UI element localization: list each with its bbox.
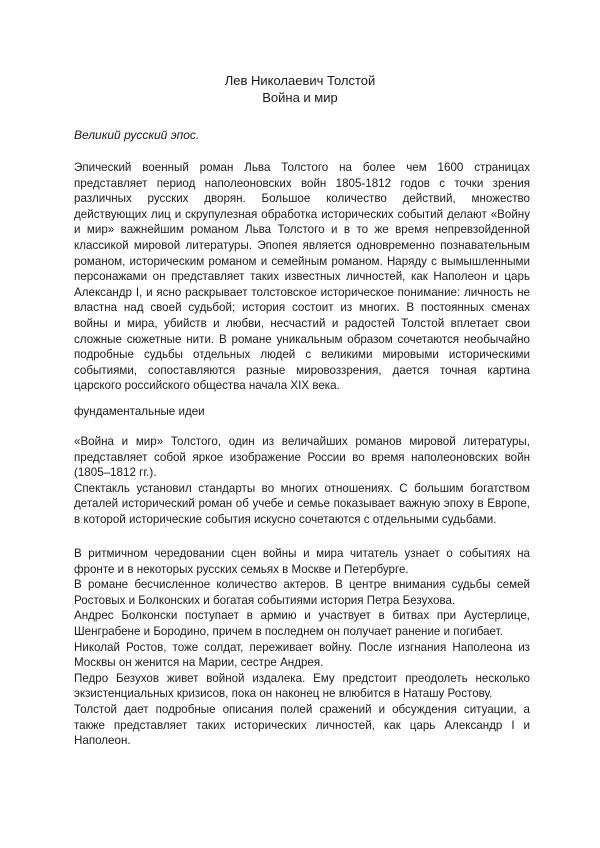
intro-paragraph bbox=[74, 160, 530, 394]
intro-text: Эпический военный роман Льва Толстого на более чем 1600 страницах представляет период наполеоновских войн 1805-1812 годов с точки зрения различных русских дворян. Большое количество действий, множество действующих лиц и скрупулезная обработка исторических событий делают «Войну и мир» важнейшим романом Льва Толстого и в то же время непревзойденной классикой мировой литературы. Эпопея является одновременно познавательным романом, историческим романом и семейным романом. Наряду с вымышленными персонажами он представляет таких известных личностей, как Наполеон и царь Александр I, и ясно раскрывает толстовское историческое понимание: личность не властна над своей судьбой; история состоит из многих. В постоянных сменах войны и мира, убийств и любви, несчастий и радостей Толстой вплетает свои сложные сюжетные нити. В романе уникальным образом сочетаются необычайно подробные судьбы отдельных людей с великими мировыми историческими событиями, сопоставляются разные мировоззрения, дается точная картина царского российского общества начала XIX века. bbox=[74, 161, 530, 393]
subtitle: Великий русский эпос. bbox=[74, 128, 200, 142]
document-header bbox=[0, 72, 600, 106]
plot-paragraph-5: Педро Безухов живет войной издалека. Ему предстоит преодолеть несколько экзистенциальных кризисов, пока он наконец не влюбится в Наташу Ростову. bbox=[74, 671, 530, 701]
ideas-section bbox=[74, 434, 530, 528]
plot-paragraph-6: Толстой дает подробные описания полей сражений и обсуждения ситуации, а также представляет таких исторических личностей, как царь Александр I и Наполеон. bbox=[74, 702, 530, 748]
author-name: Лев Николаевич Толстой bbox=[224, 73, 376, 88]
plot-paragraph-4: Николай Ростов, тоже солдат, переживает войну. После изгнания Наполеона из Москвы он женится на Марии, сестре Андрея. bbox=[74, 640, 530, 670]
plot-paragraph-1: В ритмичном чередовании сцен войны и мира читатель узнает о событиях на фронте и в некоторых русских семьях в Москве и Петербурге. bbox=[74, 547, 530, 576]
plot-section bbox=[74, 546, 530, 749]
plot-paragraph-3: Андрес Болконски поступает в армию и участвует в битвах при Аустерлице, Шенграбене и Бородино, причем в последнем он получает ранение и погибает. bbox=[74, 609, 530, 638]
section-heading bbox=[74, 404, 530, 420]
book-title: Война и мир bbox=[262, 90, 338, 105]
ideas-paragraph-2: Спектакль установил стандарты во многих отношениях. С большим богатством деталей исторический роман об учебе и семье показывает важную эпоху в Европе, в которой исторические события искусно сочетаются с отдельными судьбами. bbox=[74, 481, 530, 526]
section-heading-text: фундаментальные идеи bbox=[74, 405, 205, 418]
plot-paragraph-2: В романе бесчисленное количество актеров. В центре внимания судьбы семей Ростовых и Болконских и богатая событиями история Петра Безухова. bbox=[74, 578, 530, 607]
ideas-paragraph-1: «Война и мир» Толстого, один из величайших романов мировой литературы, представляет собой яркое изображение России во время наполеоновских войн (1805–1812 гг.). bbox=[74, 435, 530, 480]
